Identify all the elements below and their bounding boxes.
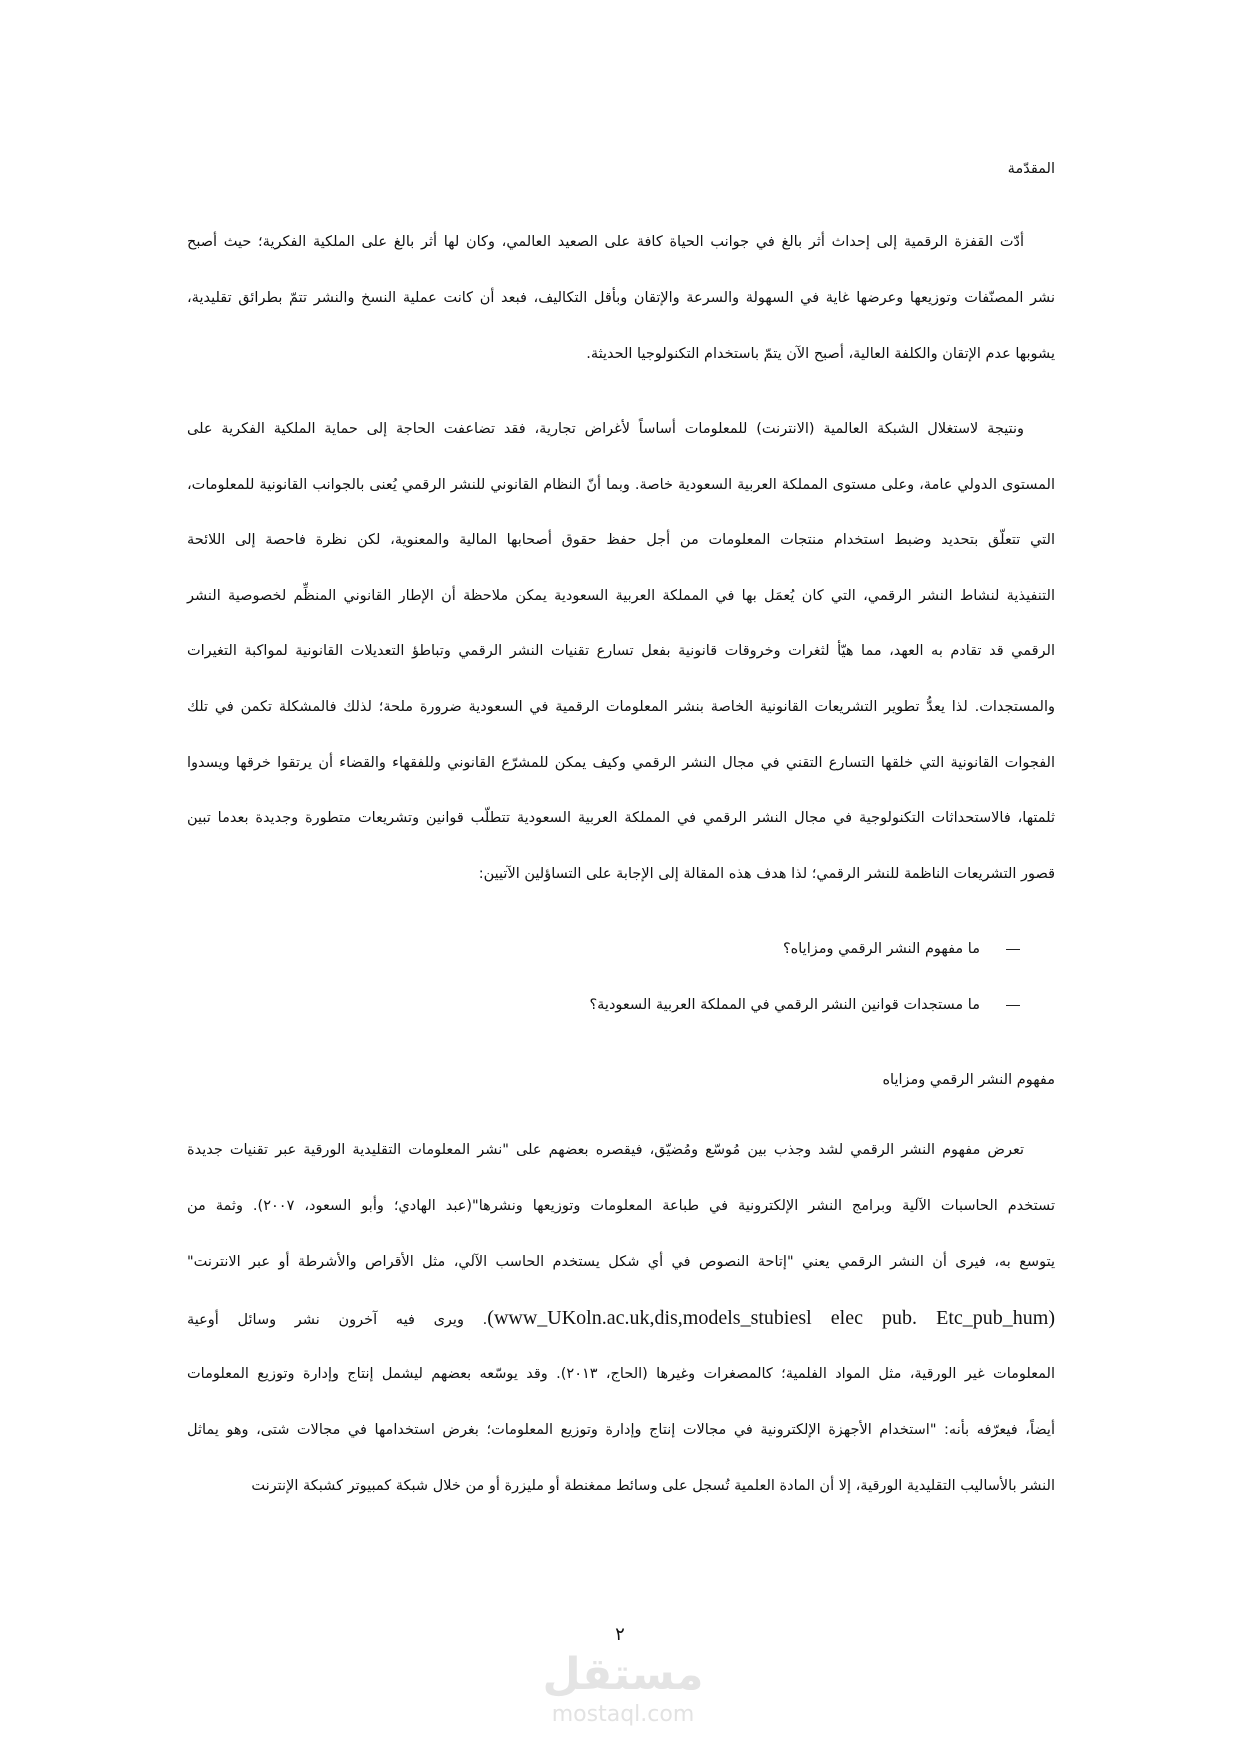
text-line: والمستجدات. لذا يعدُّ تطوير التشريعات القانونية الخاصة بنشر المعلومات الرقمية في السعودية ضرورة ملحة؛ لذلك فالمشكلة تكمن في تلك xyxy=(187,699,1055,715)
text-line: النشر بالأساليب التقليدية الورقية، إلا أن المادة العلمية تُسجل على وسائط ممغنطة أو مليزرة أو من خلال شبكة كمبيوتر كشبكة الإنترنت xyxy=(251,1478,1055,1494)
text-line: قصور التشريعات الناظمة للنشر الرقمي؛ لذا هدف هذه المقالة إلى الإجابة على التساؤلين الآتيين: xyxy=(478,865,1055,882)
text-line: تعرض مفهوم النشر الرقمي لشد وجذب بين مُوسّع ومُضيّق، فيقصره بعضهم على "نشر المعلومات التقليدية الورقية عبر تقنيات جديدة xyxy=(187,1142,1024,1158)
text-line: التنفيذية لنشاط النشر الرقمي، التي كان يُعمَل بها في المملكة العربية السعودية يمكن ملاحظة أن الإطار القانوني المنظِّم لخصوصية النشر xyxy=(187,587,1055,604)
question-text: ما مستجدات قوانين النشر الرقمي في المملكة العربية السعودية؟ xyxy=(589,997,980,1013)
text-line: ونتيجة لاستغلال الشبكة العالمية (الانترنت) للمعلومات أساساً لأغراض تجارية، فقد تضاعفت الحاجة إلى حماية الملكية الفكرية على xyxy=(187,421,1024,437)
text-line: المستوى الدولي عامة، وعلى مستوى المملكة العربية السعودية خاصة. وبما أنّ النظام القانوني للنشر الرقمي يُعنى بالجوانب القانونية للمعلومات، xyxy=(187,476,1055,493)
text-line: الرقمي قد تقادم به العهد، مما هيّأ لثغرات وخروقات قانونية بفعل تسارع تقنيات النشر الرقمي وتباطؤ التعديلات القانونية لمواكبة التغيرات xyxy=(187,643,1055,660)
text-line-with-url xyxy=(187,1303,1055,1333)
text-line: يشوبها عدم الإتقان والكلفة العالية، أصبح الآن يتمّ باستخدام التكنولوجيا الحديثة. xyxy=(586,346,1055,362)
text-line: التي تتعلّق بتحديد وضبط استخدام منتجات المعلومات من أجل حفظ حقوق أصحابها المالية والمعنوية، لكن نظرة فاحصة إلى اللائحة xyxy=(187,532,1055,549)
text-line: المعلومات غير الورقية، مثل المواد الفلمية؛ كالمصغرات وغيرها (الحاج، ٢٠١٣). وقد يوسّعه بعضهم ليشمل إنتاج وإدارة وتوزيع المعلومات xyxy=(187,1366,1056,1382)
url-line-text: . ويرى فيه آخرون نشر وسائل أوعية xyxy=(187,1312,488,1328)
text-line: يتوسع به، فيرى أن النشر الرقمي يعني "إتاحة النصوص في أي شكل يستخدم الحاسب الآلي، مثل الأقراص والأشرطة أو عبر الانترنت" xyxy=(187,1254,1055,1270)
text-line: نشر المصنّفات وتوزيعها وعرضها غاية في السهولة والسرعة والإتقان وبأقل التكاليف، فبعد أن كانت عملية النسخ والنشر تتمّ بطرائق تقليدية، xyxy=(187,290,1055,306)
text-line: أيضاً، فيعرّفه بأنه: "استخدام الأجهزة الإلكترونية في مجالات إنتاج وإدارة وتوزيع المعلومات؛ بغرض استخدامها في مجالات شتى، وهو يماثل xyxy=(187,1422,1055,1438)
dash-bullet-icon xyxy=(1006,1005,1020,1006)
dash-bullet-icon xyxy=(1006,949,1020,950)
text-line: تستخدم الحاسبات الآلية وبرامج النشر الإلكترونية في طباعة المعلومات وتوزيعها ونشرها"(عبد الهادي؛ وأبو السعود، ٢٠٠٧). وثمة من xyxy=(187,1198,1055,1214)
intro-heading: المقدّمة xyxy=(1007,161,1055,177)
question-text: ما مفهوم النشر الرقمي ومزاياه؟ xyxy=(782,941,980,957)
text-line: ثلمتها، فالاستحداثات التكنولوجية في مجال النشر الرقمي في المملكة العربية السعودية تتطلّب قوانين وتشريعات متطورة وجديدة بعدما تبين xyxy=(187,810,1055,827)
page-number: ٢ xyxy=(615,1624,625,1645)
text-line: أدّت القفزة الرقمية إلى إحداث أثر بالغ في جوانب الحياة كافة على الصعيد العالمي، وكان لها أثر بالغ على الملكية الفكرية؛ حيث أصبح xyxy=(187,234,1024,250)
reference-url: (www_UKoln.ac.uk,dis,models_stubiesl elec pub. Etc_pub_hum) xyxy=(487,1307,1056,1329)
watermark-site: mostaql.com xyxy=(551,1702,695,1727)
text-line: الفجوات القانونية التي خلقها التسارع التقني في مجال النشر الرقمي وكيف يمكن للمشرّع القانوني وللفقهاء والقضاء أن يرتقوا خرقها ويسدوا xyxy=(187,754,1055,771)
section-heading: مفهوم النشر الرقمي ومزاياه xyxy=(882,1072,1055,1088)
mostaql-logo: مستقل xyxy=(542,1649,704,1700)
